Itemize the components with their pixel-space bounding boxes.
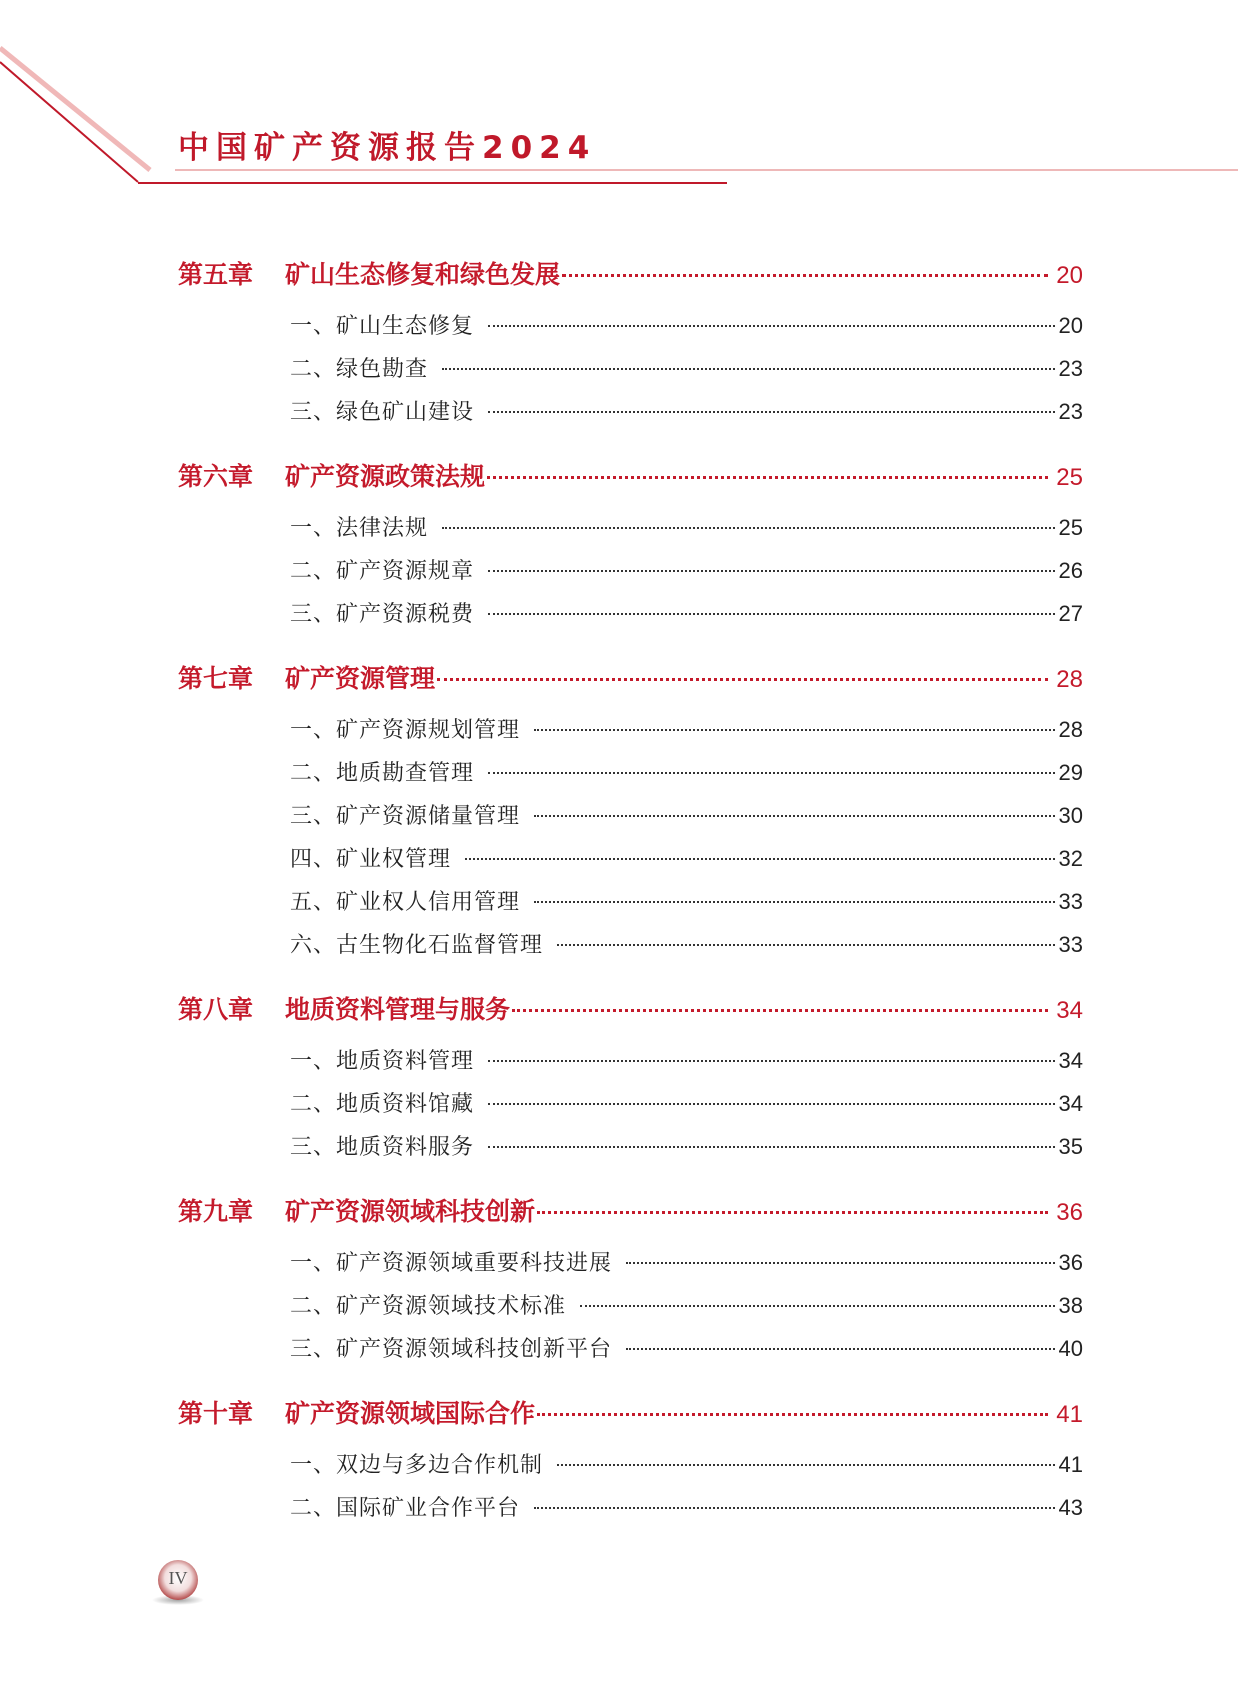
chapter-number: 第六章 bbox=[178, 462, 254, 491]
dot-leader bbox=[488, 613, 1055, 615]
toc-section-entry[interactable] bbox=[290, 1246, 1083, 1280]
toc-section-entry[interactable] bbox=[290, 756, 1083, 790]
chapter-page-number: 36 bbox=[1056, 1199, 1083, 1226]
section-page-number: 36 bbox=[1058, 1250, 1083, 1275]
section-title: 一、双边与多边合作机制 bbox=[290, 1453, 544, 1478]
section-page-number: 20 bbox=[1058, 313, 1083, 338]
toc-section-entry[interactable] bbox=[290, 799, 1083, 833]
chapter-title: 矿产资源管理 bbox=[285, 664, 436, 693]
chapter-number: 第七章 bbox=[178, 664, 254, 693]
section-title: 一、法律法规 bbox=[290, 516, 429, 541]
section-page-number: 30 bbox=[1058, 803, 1083, 828]
dot-leader bbox=[442, 368, 1055, 370]
section-page-number: 38 bbox=[1058, 1293, 1083, 1318]
dot-leader bbox=[537, 1211, 1048, 1214]
section-title: 二、地质资料馆藏 bbox=[290, 1092, 475, 1117]
toc-section-entry[interactable] bbox=[290, 885, 1083, 919]
toc-section-entry[interactable] bbox=[290, 1332, 1083, 1366]
chapter-title: 矿山生态修复和绿色发展 bbox=[285, 260, 561, 289]
section-page-number: 26 bbox=[1058, 558, 1083, 583]
section-page-number: 25 bbox=[1058, 515, 1083, 540]
dot-leader bbox=[626, 1262, 1055, 1264]
chapter-title: 矿产资源领域国际合作 bbox=[285, 1399, 536, 1428]
section-title: 三、矿产资源税费 bbox=[290, 602, 475, 627]
chapter-page-number: 34 bbox=[1056, 997, 1083, 1024]
toc-section-entry[interactable] bbox=[290, 928, 1083, 962]
section-title: 三、绿色矿山建设 bbox=[290, 400, 475, 425]
toc-section-entry[interactable] bbox=[290, 842, 1083, 876]
dot-leader bbox=[488, 1060, 1055, 1062]
report-title: 中国矿产资源报告2024 bbox=[178, 130, 597, 166]
section-title: 五、矿业权人信用管理 bbox=[290, 890, 521, 915]
section-page-number: 29 bbox=[1058, 760, 1083, 785]
toc-section-entry[interactable] bbox=[290, 352, 1083, 386]
section-page-number: 35 bbox=[1058, 1134, 1083, 1159]
dot-leader bbox=[534, 901, 1055, 903]
section-page-number: 34 bbox=[1058, 1048, 1083, 1073]
dot-leader bbox=[442, 527, 1055, 529]
toc-section-entry[interactable] bbox=[290, 713, 1083, 747]
dot-leader bbox=[580, 1305, 1055, 1307]
chapter-number: 第八章 bbox=[178, 995, 254, 1024]
section-page-number: 43 bbox=[1058, 1495, 1083, 1520]
dot-leader bbox=[534, 1507, 1055, 1509]
dot-leader bbox=[437, 678, 1048, 681]
page-number-badge bbox=[150, 1560, 206, 1606]
dot-leader bbox=[488, 1146, 1055, 1148]
toc-section-entry[interactable] bbox=[290, 554, 1083, 588]
chapter-page-number: 25 bbox=[1056, 464, 1083, 491]
chapter-page-number: 20 bbox=[1056, 262, 1083, 289]
toc-chapter-entry[interactable] bbox=[178, 1192, 1083, 1232]
dot-leader bbox=[465, 858, 1055, 860]
dot-leader bbox=[562, 274, 1048, 277]
section-title: 三、矿产资源领域科技创新平台 bbox=[290, 1337, 613, 1362]
toc-section-entry[interactable] bbox=[290, 511, 1083, 545]
section-page-number: 33 bbox=[1058, 932, 1083, 957]
dot-leader bbox=[557, 1464, 1055, 1466]
toc-section-entry[interactable] bbox=[290, 395, 1083, 429]
section-title: 二、矿产资源规章 bbox=[290, 559, 475, 584]
chapter-title: 地质资料管理与服务 bbox=[285, 995, 511, 1024]
section-title: 六、古生物化石监督管理 bbox=[290, 933, 544, 958]
toc-section-entry[interactable] bbox=[290, 1491, 1083, 1525]
dot-leader bbox=[626, 1348, 1055, 1350]
section-page-number: 23 bbox=[1058, 399, 1083, 424]
chapter-page-number: 28 bbox=[1056, 666, 1083, 693]
chapter-page-number: 41 bbox=[1056, 1401, 1083, 1428]
dot-leader bbox=[557, 944, 1055, 946]
section-page-number: 41 bbox=[1058, 1452, 1083, 1477]
toc-chapter-entry[interactable] bbox=[178, 990, 1083, 1030]
toc-section-entry[interactable] bbox=[290, 1130, 1083, 1164]
toc-section-entry[interactable] bbox=[290, 1044, 1083, 1078]
chapter-number: 第九章 bbox=[178, 1197, 254, 1226]
diagonal-line-red bbox=[0, 62, 138, 182]
section-page-number: 32 bbox=[1058, 846, 1083, 871]
section-title: 一、矿产资源规划管理 bbox=[290, 718, 521, 743]
toc-chapter-entry[interactable] bbox=[178, 1394, 1083, 1434]
chapter-number: 第五章 bbox=[178, 260, 254, 289]
section-page-number: 27 bbox=[1058, 601, 1083, 626]
section-title: 一、矿产资源领域重要科技进展 bbox=[290, 1251, 613, 1276]
section-title: 二、绿色勘查 bbox=[290, 357, 429, 382]
dot-leader bbox=[488, 772, 1055, 774]
section-page-number: 23 bbox=[1058, 356, 1083, 381]
dot-leader bbox=[488, 1103, 1055, 1105]
dot-leader bbox=[512, 1009, 1048, 1012]
section-page-number: 33 bbox=[1058, 889, 1083, 914]
dot-leader bbox=[487, 476, 1048, 479]
chapter-title: 矿产资源政策法规 bbox=[285, 462, 486, 491]
section-title: 三、地质资料服务 bbox=[290, 1135, 475, 1160]
section-title: 二、矿产资源领域技术标准 bbox=[290, 1294, 567, 1319]
section-title: 一、地质资料管理 bbox=[290, 1049, 475, 1074]
dot-leader bbox=[537, 1413, 1048, 1416]
section-title: 一、矿山生态修复 bbox=[290, 314, 475, 339]
header-decoration bbox=[0, 0, 1240, 200]
toc-section-entry[interactable] bbox=[290, 309, 1083, 343]
dot-leader bbox=[534, 729, 1055, 731]
section-page-number: 28 bbox=[1058, 717, 1083, 742]
chapter-title: 矿产资源领域科技创新 bbox=[285, 1197, 536, 1226]
toc-section-entry[interactable] bbox=[290, 1448, 1083, 1482]
section-page-number: 40 bbox=[1058, 1336, 1083, 1361]
section-title: 四、矿业权管理 bbox=[290, 847, 452, 872]
section-title: 三、矿产资源储量管理 bbox=[290, 804, 521, 829]
toc-section-entry[interactable] bbox=[290, 597, 1083, 631]
dot-leader bbox=[488, 411, 1055, 413]
section-title: 二、国际矿业合作平台 bbox=[290, 1496, 521, 1521]
section-title: 二、地质勘查管理 bbox=[290, 761, 475, 786]
chapter-number: 第十章 bbox=[178, 1399, 254, 1428]
section-page-number: 34 bbox=[1058, 1091, 1083, 1116]
toc-chapter-entry[interactable] bbox=[178, 457, 1083, 497]
toc-chapter-entry[interactable] bbox=[178, 255, 1083, 295]
page-number: IV bbox=[168, 1568, 188, 1588]
dot-leader bbox=[488, 570, 1055, 572]
diagonal-line-light bbox=[0, 48, 150, 170]
toc-section-entry[interactable] bbox=[290, 1087, 1083, 1121]
dot-leader bbox=[534, 815, 1055, 817]
toc-chapter-entry[interactable] bbox=[178, 659, 1083, 699]
toc-section-entry[interactable] bbox=[290, 1289, 1083, 1323]
dot-leader bbox=[488, 325, 1055, 327]
